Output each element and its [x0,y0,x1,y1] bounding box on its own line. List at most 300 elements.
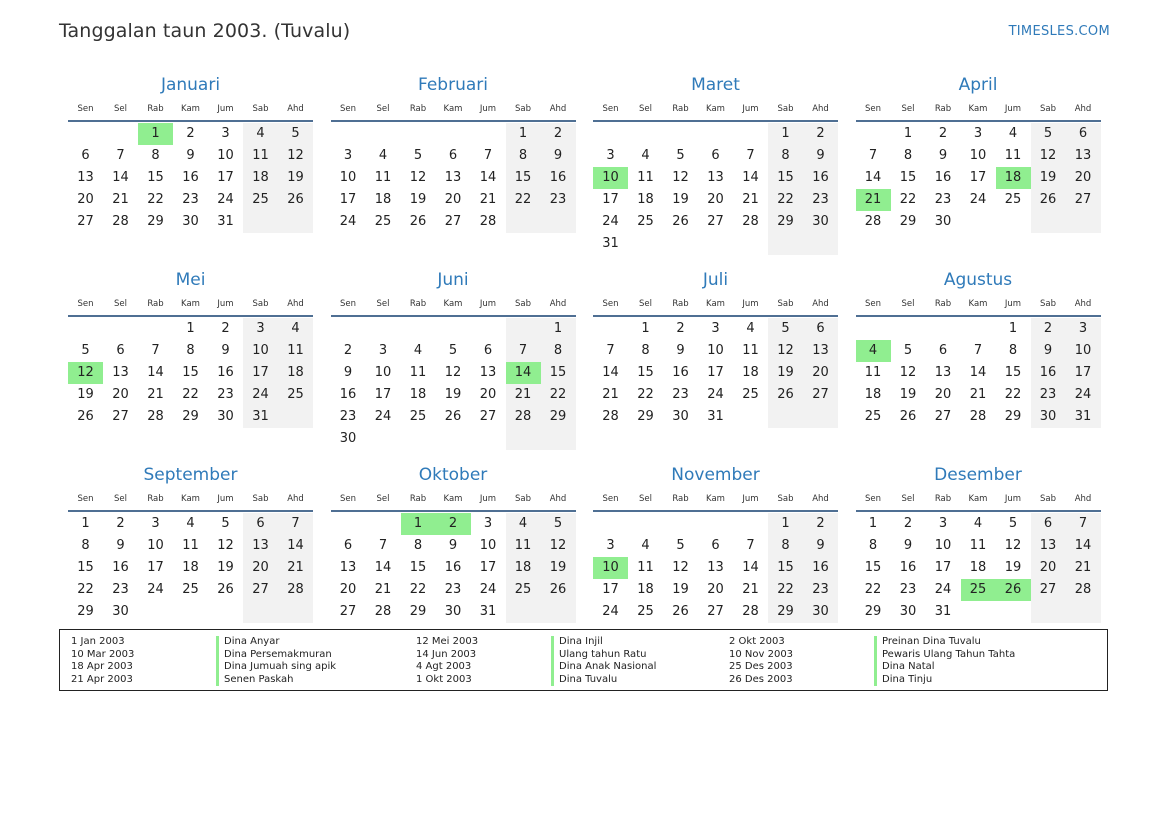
day-cell: 28 [278,579,313,601]
day-cell: 15 [506,167,541,189]
day-cell: 9 [803,145,838,167]
day-cell: 22 [899,192,917,207]
day-cell: 13 [479,365,497,380]
day-cell: 17 [969,170,987,185]
day-cell: 8 [541,340,576,362]
day-cell: 25 [742,387,759,402]
day-cell: 7 [606,343,615,358]
month-calendar [856,74,1101,269]
day-cell: 19 [409,192,427,207]
day-cell: 24 [1066,384,1101,406]
day-cell: 14 [147,365,164,380]
day-cell: 31 [243,406,278,428]
day-cell: 17 [602,582,619,597]
day-cell: 8 [641,343,650,358]
month-calendar [331,74,576,269]
empty-cell [401,318,436,340]
day-cell: 22 [77,582,94,597]
weekday-label: Jum [479,299,497,309]
weekday-label: Rab [409,494,427,504]
day-cell: 15 [182,365,199,380]
day-cell: 13 [243,535,278,557]
empty-cell [471,428,506,450]
day-cell: 26 [541,579,576,601]
day-cell: 14 [742,560,759,575]
legend-names-col2 [551,636,656,686]
day-cell: 8 [868,538,878,553]
legend-names-col3 [874,636,1015,686]
month-calendar [68,74,313,269]
day-cell: 28 [742,604,759,619]
empty-cell [961,211,996,233]
day-cell: 17 [217,170,234,185]
day-cell: 3 [938,516,948,531]
empty-cell [366,428,401,450]
empty-cell [1066,211,1101,233]
day-cell: 2 [803,123,838,145]
weekday-label: Jum [479,104,497,114]
day-cell: 11 [1004,148,1022,163]
day-cell: 21 [479,192,497,207]
weekday-header [593,97,838,122]
day-cell: 5 [1031,123,1066,145]
weekday-header [331,487,576,512]
month-name: Juli [702,270,729,290]
day-cell: 25 [374,214,392,229]
day-cell: 14 [969,365,987,380]
empty-cell [541,601,576,623]
weekday-label: Sel [901,104,915,114]
day-cell: 27 [112,409,129,424]
day-cell: 12 [541,535,576,557]
empty-cell [506,318,541,340]
day-cell: 10 [217,148,234,163]
legend-date: 1 Jan 2003 [71,636,125,647]
empty-cell [698,233,733,255]
weekday-label: Sen [864,494,881,504]
day-cell: 14 [742,170,759,185]
day-cell: 31 [934,604,952,619]
day-cell: 5 [676,538,685,553]
weekday-label: Sen [602,104,619,114]
weekday-label: Sel [376,299,390,309]
day-cell: 14 [278,535,313,557]
empty-cell [436,428,471,450]
day-cell: 4 [506,513,541,535]
empty-cell [593,513,628,535]
day-cell: 24 [374,409,392,424]
day-cell: 21 [278,557,313,579]
legend-holiday-name: Pewaris Ulang Tahun Tahta [874,649,1015,662]
day-cell: 22 [768,189,803,211]
day-cell: 26 [278,189,313,211]
holiday-day-cell: 26 [996,579,1031,601]
day-cell: 19 [899,387,917,402]
empty-cell [593,318,628,340]
legend-date: 4 Agt 2003 [416,661,472,672]
empty-cell [856,123,891,145]
day-grid [331,318,576,450]
day-cell: 19 [444,387,462,402]
empty-cell [663,123,698,145]
day-cell: 21 [112,192,129,207]
day-cell: 7 [868,148,878,163]
empty-cell [628,123,663,145]
day-cell: 16 [803,557,838,579]
day-cell: 29 [864,604,882,619]
month-name: September [143,465,238,485]
day-cell: 30 [803,211,838,233]
day-cell: 11 [864,365,882,380]
empty-cell [401,123,436,145]
day-cell: 16 [803,167,838,189]
day-cell: 20 [707,192,724,207]
day-cell: 6 [1066,123,1101,145]
day-cell: 5 [768,318,803,340]
weekday-label: Rab [672,104,689,114]
weekday-label: Ahd [1074,299,1092,309]
weekday-label: Jum [742,299,759,309]
legend-dates-col2 [416,636,478,686]
weekday-label: Rab [934,299,952,309]
day-cell: 11 [182,538,199,553]
day-cell: 12 [1031,145,1066,167]
day-cell: 20 [444,192,462,207]
day-cell: 29 [77,604,94,619]
day-cell: 8 [506,145,541,167]
empty-cell [891,318,926,340]
day-cell: 12 [672,560,689,575]
empty-cell [208,601,243,623]
empty-cell [803,406,838,428]
empty-cell [768,233,803,255]
day-cell: 28 [864,214,882,229]
empty-cell [278,406,313,428]
day-cell: 26 [672,214,689,229]
day-cell: 26 [217,582,234,597]
day-cell: 11 [506,535,541,557]
month-name: Januari [160,75,221,95]
empty-cell [803,233,838,255]
day-cell: 27 [444,214,462,229]
day-cell: 15 [541,362,576,384]
month-name: November [671,465,760,485]
empty-cell [926,318,961,340]
day-cell: 3 [151,516,160,531]
weekday-header [856,292,1101,317]
day-cell: 27 [339,604,357,619]
empty-cell [506,601,541,623]
day-cell: 27 [934,409,952,424]
holiday-day-cell: 14 [506,362,541,384]
day-cell: 6 [343,538,353,553]
day-cell: 1 [903,126,913,141]
empty-cell [278,601,313,623]
day-cell: 7 [506,340,541,362]
empty-cell [331,513,366,535]
day-cell: 24 [243,384,278,406]
day-cell: 2 [116,516,125,531]
month-name: Maret [691,75,740,95]
day-cell: 8 [903,148,913,163]
empty-cell [733,406,768,428]
legend-date: 12 Mei 2003 [416,636,479,647]
empty-cell [506,428,541,450]
day-cell: 10 [147,538,164,553]
day-cell: 18 [409,387,427,402]
day-cell: 24 [602,604,619,619]
day-cell: 12 [444,365,462,380]
empty-cell [436,318,471,340]
weekday-header [68,292,313,317]
weekday-label: Sel [639,104,652,114]
day-cell: 17 [934,560,952,575]
legend-holiday-name: Dina Natal [874,661,1015,674]
weekday-label: Sel [376,104,390,114]
empty-cell [366,513,401,535]
empty-cell [138,318,173,340]
day-cell: 23 [541,189,576,211]
day-cell: 30 [112,604,129,619]
weekday-label: Sab [252,104,269,114]
empty-cell [366,318,401,340]
day-cell: 10 [969,148,987,163]
day-cell: 25 [182,582,199,597]
weekday-label: Sab [1040,494,1056,504]
day-cell: 21 [742,582,759,597]
day-cell: 22 [1004,387,1022,402]
day-cell: 22 [864,582,882,597]
holiday-day-cell: 4 [856,340,891,362]
weekday-label: Sel [376,494,390,504]
day-cell: 13 [339,560,357,575]
day-grid [856,318,1101,428]
day-cell: 20 [479,387,497,402]
weekday-label: Rab [934,104,952,114]
day-cell: 4 [746,321,755,336]
day-cell: 6 [81,148,90,163]
day-cell: 26 [77,409,94,424]
day-cell: 16 [541,167,576,189]
day-cell: 25 [278,384,313,406]
day-cell: 20 [339,582,357,597]
day-cell: 11 [374,170,392,185]
day-cell: 28 [506,406,541,428]
day-cell: 26 [899,409,917,424]
weekday-label: Jum [1004,494,1022,504]
weekday-label: Kam [968,299,988,309]
day-cell: 6 [711,148,720,163]
day-cell: 3 [973,126,983,141]
empty-cell [506,211,541,233]
empty-cell [961,318,996,340]
holiday-day-cell: 2 [436,513,471,535]
day-cell: 26 [444,409,462,424]
day-cell: 26 [768,384,803,406]
weekday-label: Jum [742,104,759,114]
day-cell: 26 [1031,189,1066,211]
day-cell: 30 [934,214,952,229]
day-cell: 22 [637,387,654,402]
day-cell: 15 [768,557,803,579]
day-cell: 11 [409,365,427,380]
day-cell: 3 [711,321,720,336]
day-cell: 6 [711,538,720,553]
day-cell: 3 [483,516,493,531]
weekday-label: Sab [515,104,531,114]
day-cell: 21 [1066,557,1101,579]
empty-cell [768,406,803,428]
day-cell: 21 [742,192,759,207]
weekday-label: Kam [706,104,725,114]
day-cell: 7 [278,513,313,535]
empty-cell [698,123,733,145]
weekday-label: Sen [602,299,619,309]
day-cell: 4 [641,538,650,553]
empty-cell [733,123,768,145]
day-cell: 18 [969,560,987,575]
day-cell: 16 [182,170,199,185]
day-cell: 29 [147,214,164,229]
legend-date: 1 Okt 2003 [416,673,472,685]
day-cell: 2 [221,321,230,336]
day-grid [593,318,838,428]
weekday-header [68,487,313,512]
day-cell: 14 [864,170,882,185]
day-cell: 14 [1066,535,1101,557]
day-cell: 17 [339,192,357,207]
day-cell: 2 [938,126,948,141]
day-cell: 28 [742,214,759,229]
day-cell: 9 [221,343,230,358]
day-cell: 6 [243,513,278,535]
day-cell: 23 [1031,384,1066,406]
day-grid [856,123,1101,233]
empty-cell [663,513,698,535]
empty-cell [1031,211,1066,233]
day-cell: 24 [934,582,952,597]
day-grid [593,123,838,255]
weekday-label: Sen [339,494,356,504]
legend-holiday-name: Preinan Dina Tuvalu [874,636,1015,649]
weekday-label: Rab [147,104,164,114]
weekday-label: Kam [706,494,725,504]
holiday-day-cell: 1 [401,513,436,535]
day-grid [68,318,313,428]
day-cell: 12 [1004,538,1022,553]
day-cell: 4 [641,148,650,163]
day-cell: 19 [768,362,803,384]
legend-date: 10 Nov 2003 [729,648,794,660]
day-cell: 2 [186,126,195,141]
day-cell: 6 [803,318,838,340]
day-cell: 29 [1004,409,1022,424]
weekday-header [593,487,838,512]
day-cell: 27 [707,604,724,619]
day-cell: 29 [182,409,199,424]
day-cell: 25 [506,579,541,601]
day-cell: 1 [1008,321,1018,336]
day-cell: 23 [217,387,234,402]
weekday-label: Rab [147,299,164,309]
day-cell: 11 [637,170,654,185]
day-cell: 17 [374,387,392,402]
weekday-header [68,97,313,122]
day-cell: 9 [186,148,195,163]
day-cell: 4 [413,343,423,358]
day-cell: 18 [243,167,278,189]
weekday-label: Sab [515,299,531,309]
day-cell: 23 [339,409,357,424]
day-cell: 14 [602,365,619,380]
weekday-label: Kam [443,299,463,309]
site-link[interactable]: TIMESLES.COM [1008,24,1110,39]
day-cell: 17 [1066,362,1101,384]
day-cell: 6 [483,343,493,358]
legend-holiday-name: Dina Injil [551,636,656,649]
day-cell: 20 [1066,167,1101,189]
day-cell: 25 [637,604,654,619]
weekday-label: Ahd [549,494,567,504]
weekday-label: Kam [443,494,463,504]
day-cell: 30 [444,604,462,619]
weekday-label: Rab [672,494,689,504]
day-cell: 31 [479,604,497,619]
day-cell: 28 [147,409,164,424]
day-cell: 2 [343,343,353,358]
day-cell: 23 [182,192,199,207]
month-name: Juni [437,270,469,290]
day-cell: 28 [374,604,392,619]
day-cell: 29 [768,601,803,623]
day-cell: 20 [77,192,94,207]
day-cell: 7 [1066,513,1101,535]
day-cell: 25 [409,409,427,424]
day-cell: 19 [217,560,234,575]
day-grid [68,513,313,623]
weekday-label: Ahd [812,299,829,309]
empty-cell [103,318,138,340]
month-calendar [593,269,838,464]
holiday-legend [59,629,1108,691]
months-grid [68,74,1101,659]
weekday-label: Sel [114,299,127,309]
day-cell: 26 [409,214,427,229]
legend-holiday-name: Dina Tinju [874,674,1015,687]
day-cell: 15 [864,560,882,575]
day-cell: 21 [506,384,541,406]
day-cell: 18 [637,192,654,207]
weekday-label: Ahd [549,104,567,114]
day-cell: 24 [217,192,234,207]
day-cell: 3 [606,538,615,553]
weekday-header [856,487,1101,512]
weekday-label: Ahd [1074,104,1092,114]
day-cell: 3 [1066,318,1101,340]
weekday-label: Sab [252,494,269,504]
day-cell: 13 [707,560,724,575]
day-cell: 24 [147,582,164,597]
empty-cell [1066,601,1101,623]
day-cell: 18 [278,362,313,384]
empty-cell [68,123,103,145]
day-cell: 10 [243,340,278,362]
legend-dates-col3 [729,636,793,686]
day-cell: 22 [147,192,164,207]
day-cell: 9 [938,148,948,163]
holiday-day-cell: 18 [996,167,1031,189]
month-name: Desember [934,465,1022,485]
